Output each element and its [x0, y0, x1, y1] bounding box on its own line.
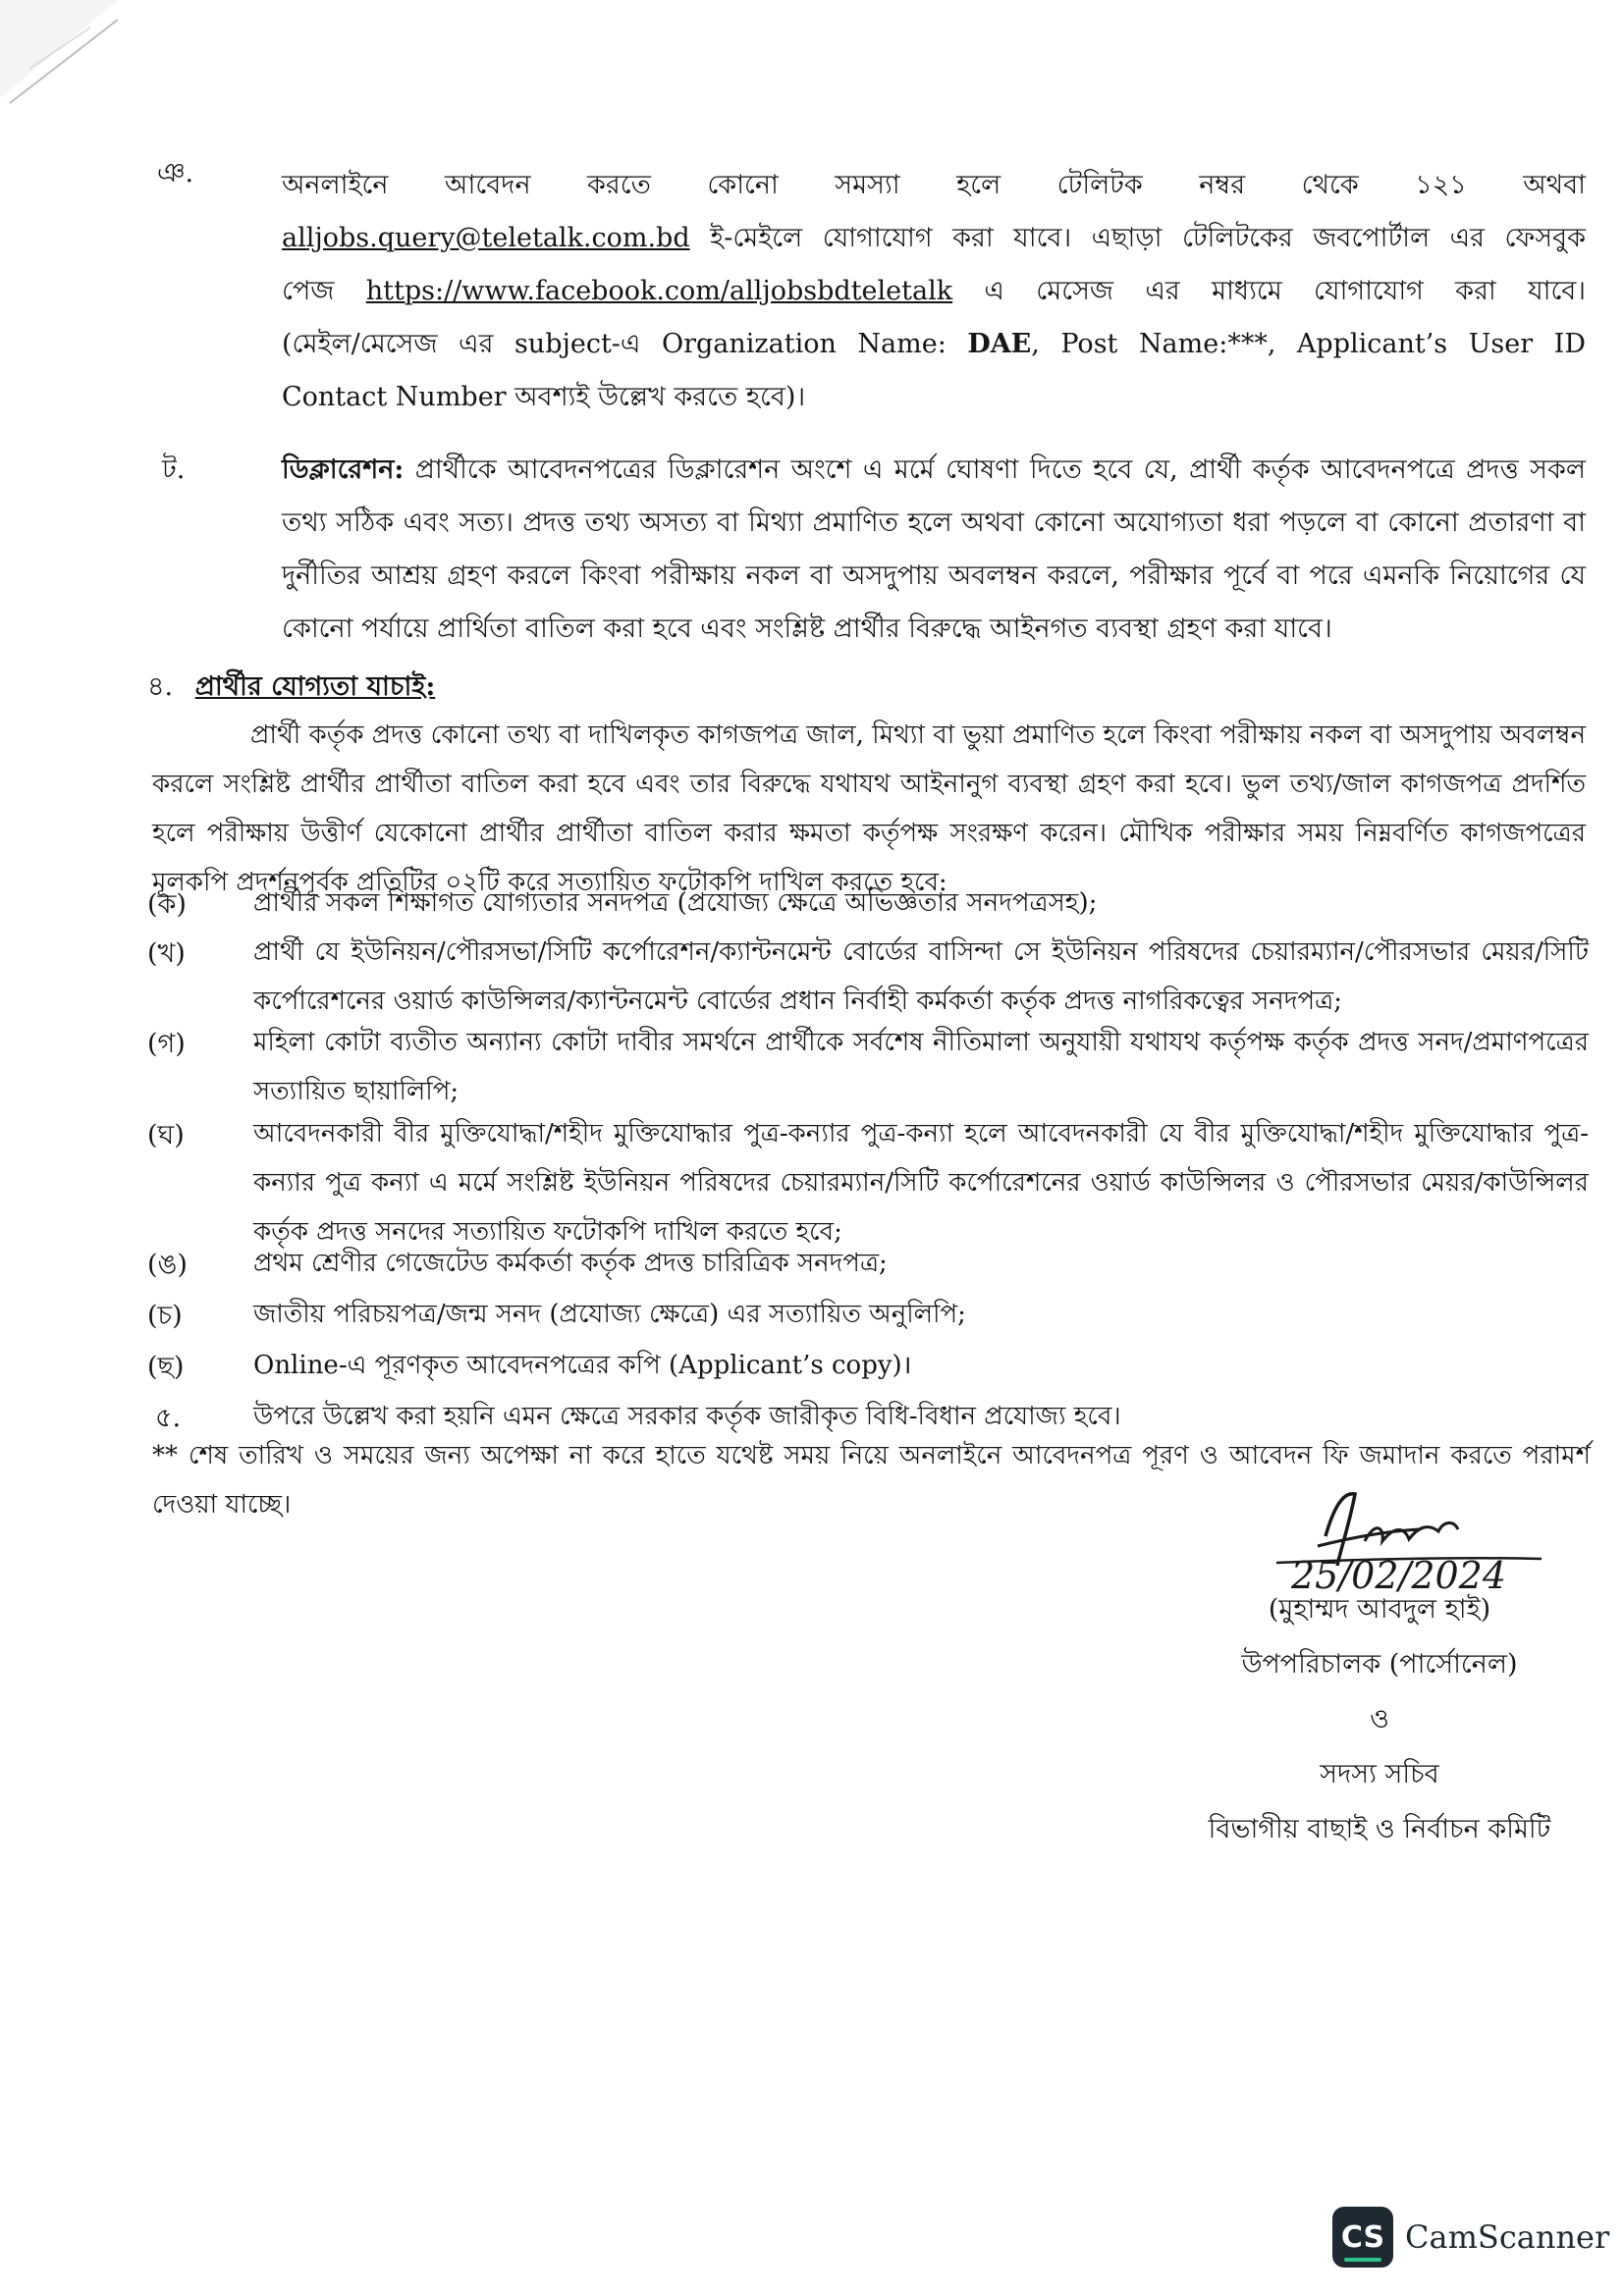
list-item-kha-marker: (খ): [147, 938, 186, 969]
camscanner-brand: CamScanner: [1405, 2218, 1610, 2256]
declaration-text: প্রার্থীকে আবেদনপত্রের ডিক্লারেশন অংশে এ মর্মে ঘোষণা দিতে হবে যে, প্রার্থী কর্তৃক আবেদনপত্রে প্রদত্ত সকল তথ্য সঠিক এবং সত্য। প্রদত্ত তথ্য অসত্য বা মিথ্যা প্রমাণিত হলে অথবা কোনো অযোগ্যতা ধরা পড়লে বা কোনো প্রতারণা বা দুর্নীতির আশ্রয় গ্রহণ করলে কিংবা পরীক্ষায় নকল বা অসদুপায় অবলম্বন করলে, পরীক্ষার পূর্বে বা পরে এমনকি নিয়োগের যে কোনো পর্যায়ে প্রার্থিতা বাতিল করা হবে এবং সংশ্লিষ্ট প্রার্থীর বিরুদ্ধে আইনগত ব্যবস্থা গ্রহণ করা যাবে।: [282, 454, 1586, 644]
deadline-note: ** শেষ তারিখ ও সময়ের জন্য অপেক্ষা না করে হাতে যথেষ্ট সময় নিয়ে অনলাইনে আবেদনপত্র পূরণ ও আবেদন ফি জমাদান করতে পরামর্শ দেওয়া যাচ্ছে।: [152, 1441, 1591, 1520]
section-4-number: ৪.: [147, 671, 174, 702]
declaration-paragraph: [282, 444, 1586, 656]
item-ta-body: [282, 444, 1586, 656]
corner-fold-mark: [0, 0, 128, 108]
item-ta-marker: ট.: [162, 454, 186, 485]
item-nio-line-4-prefix: (মেইল/মেসেজ এর subject-এ Organization Name:: [282, 329, 968, 359]
list-item-uma-marker: (ঙ): [147, 1250, 188, 1280]
signatory-committee: বিভাগীয় বাছাই ও নির্বাচন কমিটি: [1208, 1814, 1551, 1844]
camscanner-watermark: [1332, 2207, 1609, 2268]
handwritten-date: 25/02/2024: [1291, 1554, 1507, 1597]
support-email-link[interactable]: alljobs.query@teletalk.com.bd: [282, 223, 690, 253]
list-item-ka-marker: (ক): [147, 889, 187, 920]
item-nio-line-5: Contact Number অবশ্যই উল্লেখ করতে হবে)।: [282, 382, 806, 412]
signatory-designation: উপপরিচালক (পার্সোনেল): [1241, 1649, 1518, 1680]
item-nio-line-3-prefix: পেজ: [282, 276, 366, 306]
declaration-heading: ডিক্লারেশন:: [282, 454, 405, 485]
section-4-title: প্রার্থীর যোগ্যতা যাচাই:: [194, 671, 436, 702]
list-item-cha-marker: (চ): [147, 1301, 183, 1331]
signatory-role: সদস্য সচিব: [1320, 1759, 1439, 1789]
list-item-uma: প্রথম শ্রেণীর গেজেটেড কর্মকর্তা কর্তৃক প্রদত্ত চারিত্রিক সনদপত্র;: [253, 1249, 888, 1278]
camscanner-logo-icon: CS: [1332, 2207, 1393, 2268]
list-item-gha-marker: (ঘ): [147, 1120, 185, 1150]
item-nio-line-4: [282, 318, 1586, 371]
item-nio-body: [282, 159, 1586, 424]
list-item-chha-marker: (ছ): [147, 1352, 185, 1382]
signatory-name: (মুহাম্মদ আবদুল হাই): [1268, 1594, 1491, 1625]
list-item-gha: আবেদনকারী বীর মুক্তিযোদ্ধা/শহীদ মুক্তিযোদ্ধার পুত্র-কন্যার পুত্র-কন্যা হলে আবেদনকারী যে বীর মুক্তিযোদ্ধা/শহীদ মুক্তিযোদ্ধার পুত্র-কন্যার পুত্র কন্যা এ মর্মে সংশ্লিষ্ট ইউনিয়ন পরিষদের চেয়ারম্যান/সিটি কর্পোরেশনের ওয়ার্ড কাউন্সিলর ও পৌরসভার মেয়র/কাউন্সিলর কর্তৃক প্রদত্ত সনদের সত্যায়িত ফটোকপি দাখিল করতে হবে;: [253, 1119, 1589, 1247]
signatory-conjunction: ও: [1370, 1704, 1389, 1735]
list-item-ga: মহিলা কোটা ব্যতীত অন্যান্য কোটা দাবীর সমর্থনে প্রার্থীকে সর্বশেষ নীতিমালা অনুযায়ী যথাযথ কর্তৃপক্ষ কর্তৃক প্রদত্ত সনদ/প্রমাণপত্রের সত্যায়িত ছায়ালিপি;: [253, 1028, 1589, 1106]
section-5-text: উপরে উল্লেখ করা হয়নি এমন ক্ষেত্রে সরকার কর্তৃক জারীকৃত বিধি-বিধান প্রযোজ্য হবে।: [253, 1402, 1121, 1431]
item-nio-marker: ঞ.: [157, 158, 194, 188]
item-nio-line-2: [282, 212, 1586, 265]
item-nio-line-1: অনলাইনে আবেদন করতে কোনো সমস্যা হলে টেলিটক নম্বর থেকে ১২১ অথবা: [282, 170, 1586, 200]
section-4-intro: প্রার্থী কর্তৃক প্রদত্ত কোনো তথ্য বা দাখিলকৃত কাগজপত্র জাল, মিথ্যা বা ভুয়া প্রমাণিত হলে কিংবা পরীক্ষায় নকল বা অসদুপায় অবলম্বন করলে সংশ্লিষ্ট প্রার্থীর প্রার্থীতা বাতিল করা হবে এবং তার বিরুদ্ধে যথাযথ আইনানুগ ব্যবস্থা গ্রহণ করা হবে। ভুল তথ্য/জাল কাগজপত্র প্রদর্শিত হলে পরীক্ষায় উত্তীর্ণ যেকোনো প্রার্থীর প্রার্থীতা বাতিল করার ক্ষমতা কর্তৃপক্ষ সংরক্ষণ করেন। মৌখিক পরীক্ষার সময় নিম্নবর্ণিত কাগজপত্রের মূলকপি প্রদর্শনপূর্বক প্রতিটির ০২টি করে সত্যায়িত ফটোকপি দাখিল করতে হবে:: [152, 721, 1586, 897]
item-nio-line-3: [282, 265, 1586, 318]
signature-block: [1188, 1582, 1571, 1857]
list-item-chha: Online-এ পূরণকৃত আবেদনপত্রের কপি (Applicant’s copy)।: [253, 1351, 912, 1380]
list-item-ga-marker: (গ): [147, 1029, 186, 1059]
item-nio-line-4-suffix: , Post Name:***, Applicant’s User ID: [1031, 329, 1586, 359]
section-4-heading: [147, 663, 435, 712]
item-nio-line-3-text: এ মেসেজ এর মাধ্যমে যোগাযোগ করা যাবে।: [952, 276, 1586, 306]
section-5-number: ৫.: [155, 1403, 182, 1433]
list-item-kha: প্রার্থী যে ইউনিয়ন/পৌরসভা/সিটি কর্পোরেশন/ক্যান্টনমেন্ট বোর্ডের বাসিন্দা সে ইউনিয়ন পরিষদের চেয়ারম্যান/পৌরসভার মেয়র/সিটি কর্পোরেশনের ওয়ার্ড কাউন্সিলর/ক্যান্টনমেন্ট বোর্ডের প্রধান নির্বাহী কর্মকর্তা কর্তৃক প্রদত্ত নাগরিকত্বের সনদপত্র;: [253, 937, 1589, 1016]
list-item-cha: জাতীয় পরিচয়পত্র/জন্ম সনদ (প্রযোজ্য ক্ষেত্রে) এর সত্যায়িত অনুলিপি;: [253, 1300, 966, 1329]
section-4-intro-block: [152, 711, 1586, 907]
item-nio-line-2-text: ই-মেইলে যোগাযোগ করা যাবে। এছাড়া টেলিটকের জবপোর্টাল এর ফেসবুক: [689, 223, 1586, 253]
list-item-ka: প্রার্থীর সকল শিক্ষাগত যোগ্যতার সনদপত্র (প্রযোজ্য ক্ষেত্রে অভিজ্ঞতার সনদপত্রসহ);: [253, 888, 1098, 918]
organization-name: DAE: [967, 329, 1032, 359]
facebook-page-link[interactable]: https://www.facebook.com/alljobsbdteletalk: [365, 276, 953, 306]
